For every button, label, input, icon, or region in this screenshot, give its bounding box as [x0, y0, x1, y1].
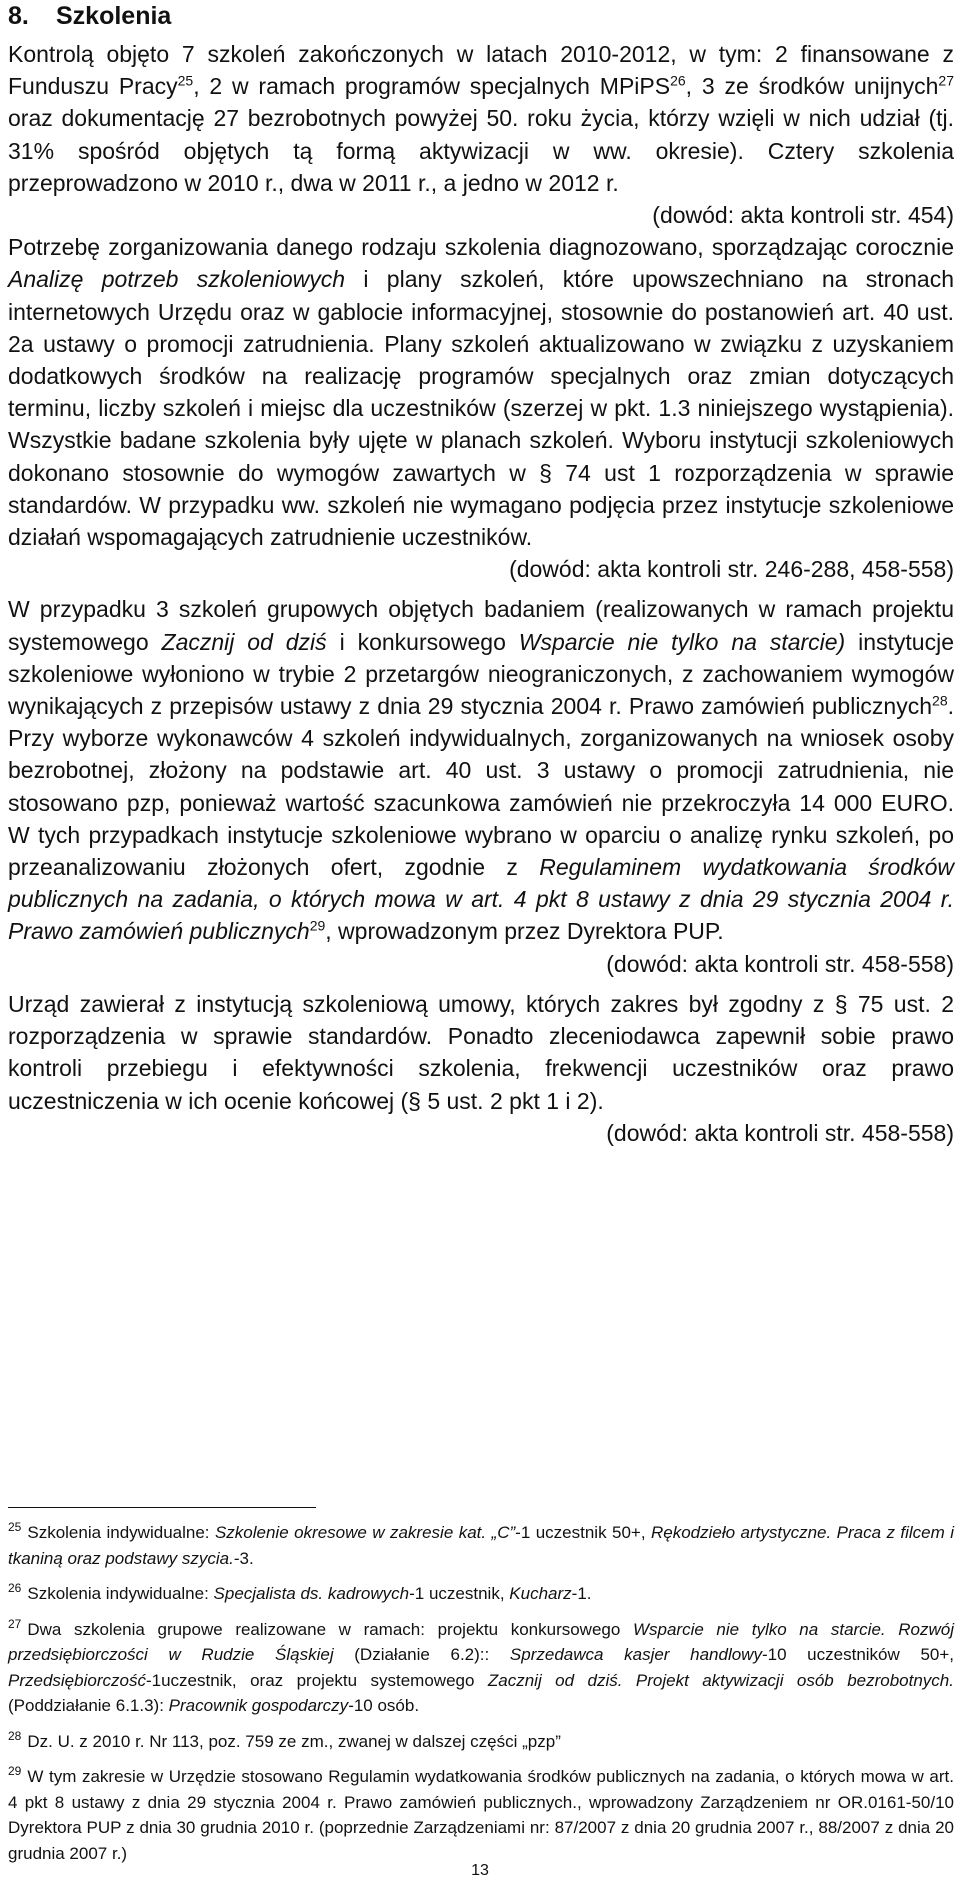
page-number: 13	[471, 1862, 489, 1879]
footnote-marker: 28	[932, 692, 948, 709]
paragraph-block	[8, 38, 954, 231]
paragraph	[8, 988, 954, 1117]
emphasis-text: Zacznij od dziś	[161, 628, 327, 655]
text-run: -1 uczestnik 50+,	[515, 1523, 651, 1542]
text-run: i plany szkoleń, które upowszechniano na stronach internetowych Urzędu oraz w gablocie informacyjnej, stosownie do postanowień art. 40 ust. 2a ustawy o promocji zatrudnienia. Plany szkoleń aktualizowano w związku z uzyskaniem dodatkowych środków na realizację programów specjalnych oraz zmian dotyczących terminu, liczby szkoleń i miejsc dla uczestników (szerzej w pkt. 1.3 niniejszego wystąpienia). Wszystkie badane szkolenia były ujęte w planach szkoleń. Wyboru instytucji szkoleniowych dokonano stosownie do wymogów zawartych w § 74 ust 1 rozporządzenia w sprawie standardów. W przypadku ww. szkoleń nie wymagano podjęcia przez instytucje szkoleniowe działań wspomagających zatrudnienie uczestników.	[8, 266, 954, 551]
evidence-reference: (dowód: akta kontroli str. 246-288, 458-558)	[509, 556, 954, 583]
paragraph-block	[8, 988, 954, 1149]
footnote	[8, 1617, 954, 1719]
text-run: , 3 ze środków unijnych	[685, 73, 939, 100]
section-number: 8.	[8, 2, 29, 30]
emphasis-text: Specjalista ds. kadrowych	[213, 1584, 410, 1603]
footnote	[8, 1764, 954, 1866]
body-text	[8, 38, 954, 1149]
emphasis-text: Wsparcie nie tylko na starcie)	[518, 628, 846, 655]
paragraph	[8, 593, 954, 947]
footnote-number: 27	[8, 1616, 22, 1631]
footnote-marker: 25	[177, 72, 194, 89]
evidence-reference: (dowód: akta kontroli str. 458-558)	[606, 1119, 954, 1146]
emphasis-text: Kucharz	[509, 1584, 572, 1603]
text-run: -10 uczestników 50+,	[761, 1645, 954, 1664]
text-run: (Działanie 6.2)::	[333, 1645, 510, 1664]
footnote	[8, 1520, 954, 1571]
text-run: -1uczestnik, oraz projektu systemowego	[145, 1670, 488, 1690]
text-run: (Poddziałanie 6.1.3):	[8, 1696, 169, 1715]
emphasis-text: Analizę potrzeb szkoleniowych	[8, 266, 346, 293]
footnote	[8, 1581, 954, 1607]
footnote-text	[27, 1732, 561, 1751]
evidence-reference: (dowód: akta kontroli str. 454)	[652, 202, 954, 229]
text-run: -10 osób.	[348, 1696, 420, 1715]
footnote-marker: 29	[309, 917, 326, 934]
text-run: Urząd zawierał z instytucją szkoleniową umowy, których zakres był zgodny z § 75 ust. 2 rozporządzenia w sprawie standardów. Ponadto zleceniodawca zapewnił sobie prawo kontroli przebiegu i efektywności szkolenia, frekwencji uczestników oraz prawo uczestniczenia w ich ocenie końcowej (§ 5 ust. 2 pkt 1 i 2).	[8, 990, 954, 1114]
text-run: Kontrolą objęto 7 szkoleń zakończonych w latach 2010-2012, w tym: 2 finansowane z Funduszu Pracy	[8, 41, 954, 100]
emphasis-text: Wsparcie nie tylko na starcie. Rozwój przedsiębiorczości w Rudzie Śląskiej	[8, 1619, 955, 1664]
text-run: -3.	[233, 1548, 254, 1568]
footnote-marker: 26	[670, 72, 686, 89]
text-run: Potrzebę zorganizowania danego rodzaju szkolenia diagnozowano, sporządzając corocznie	[8, 234, 954, 261]
text-run: W przypadku 3 szkoleń grupowych objętych badaniem (realizowanych w ramach projektu systemowego	[8, 596, 954, 655]
paragraph	[8, 231, 954, 553]
text-run: i konkursowego	[326, 628, 519, 655]
footnote-number: 29	[8, 1764, 22, 1779]
text-run: , 2 w ramach programów specjalnych MPiPS	[193, 73, 671, 100]
paragraph-block	[8, 231, 954, 585]
footnote-number: 25	[8, 1520, 22, 1535]
evidence-reference: (dowód: akta kontroli str. 458-558)	[606, 950, 954, 977]
footnote-text	[8, 1523, 954, 1568]
emphasis-text: Przedsiębiorczość	[8, 1670, 146, 1690]
section-title: Szkolenia	[56, 2, 172, 30]
footnote-separator	[8, 1507, 316, 1508]
emphasis-text: Regulaminem wydatkowania środków publicznych na zadania, o których mowa w art. 4 pkt 8 ustawy z dnia 29 stycznia 2004 r. Prawo zamówień publicznych	[8, 854, 954, 945]
section-heading	[8, 2, 171, 31]
text-run: -1 uczestnik,	[409, 1584, 510, 1603]
paragraph-block	[8, 593, 954, 979]
emphasis-text: Szkolenie okresowe w zakresie kat. „C”	[214, 1523, 516, 1542]
text-run: Szkolenia indywidualne:	[27, 1584, 214, 1603]
emphasis-text: Zacznij od dziś. Projekt aktywizacji osób bezrobotnych.	[487, 1670, 954, 1690]
footnote-text	[8, 1767, 954, 1863]
text-run: , wprowadzonym przez Dyrektora PUP.	[325, 918, 724, 945]
footnote-text	[27, 1584, 591, 1603]
text-run: W tym zakresie w Urzędzie stosowano Regulamin wydatkowania środków publicznych na zadania, o których mowa w art. 4 pkt 8 ustawy z dnia 29 stycznia 2004 r. Prawo zamówień publicznych., wprowadzony Zarządzeniem nr OR.0161-50/10 Dyrektora PUP z dnia 30 grudnia 2010 r. (poprzednie Zarządzeniami nr: 87/2007 z dnia 20 grudnia 2007 r., 88/2007 z dnia 20 grudnia 2007 r.)	[8, 1767, 954, 1863]
emphasis-text: Pracownik gospodarczy	[168, 1696, 349, 1715]
text-run: oraz dokumentację 27 bezrobotnych powyżej 50. roku życia, którzy wzięli w nich udział (tj. 31% spośród objętych tą formą aktywizacji w ww. okresie). Cztery szkolenia przeprowadzono w 2010 r., dwa w 2011 r., a jedno w 2012 r.	[8, 105, 954, 196]
text-run: Szkolenia indywidualne:	[27, 1523, 215, 1542]
text-run: instytucje szkoleniowe wyłoniono w trybie 2 przetargów nieograniczonych, z zachowaniem wymogów wynikających z przepisów ustawy z dnia 29 stycznia 2004 r. Prawo zamówień publicznych	[8, 628, 954, 720]
footnote-marker: 27	[938, 72, 954, 89]
paragraph	[8, 38, 954, 199]
text-run: Dwa szkolenia grupowe realizowane w ramach: projektu konkursowego	[27, 1619, 633, 1639]
footnote	[8, 1729, 954, 1755]
footnote-number: 26	[8, 1581, 22, 1596]
text-run: . Przy wyborze wykonawców 4 szkoleń indywidualnych, zorganizowanych na wniosek osoby bezrobotnej, złożony na podstawie art. 40 ust. 3 ustawy o promocji zatrudnienia, nie stosowano pzp, ponieważ wartość szacunkowa zamówień nie przekroczyła 14 000 EURO. W tych przypadkach instytucje szkoleniowe wybrano w oparciu o analizę rynku szkoleń, po przeanalizowaniu złożonych ofert, zgodnie z	[8, 693, 954, 881]
emphasis-text: Rękodzieło artystyczne. Praca z filcem i tkaniną oraz podstawy szycia.	[8, 1523, 955, 1568]
emphasis-text: Sprzedawca kasjer handlowy	[509, 1645, 762, 1664]
text-run: Dz. U. z 2010 r. Nr 113, poz. 759 ze zm., zwanej w dalszej części „pzp”	[27, 1731, 561, 1751]
footnote-number: 28	[8, 1728, 22, 1743]
footnotes	[8, 1520, 954, 1876]
text-run: -1.	[571, 1584, 592, 1603]
footnote-text	[8, 1620, 954, 1716]
